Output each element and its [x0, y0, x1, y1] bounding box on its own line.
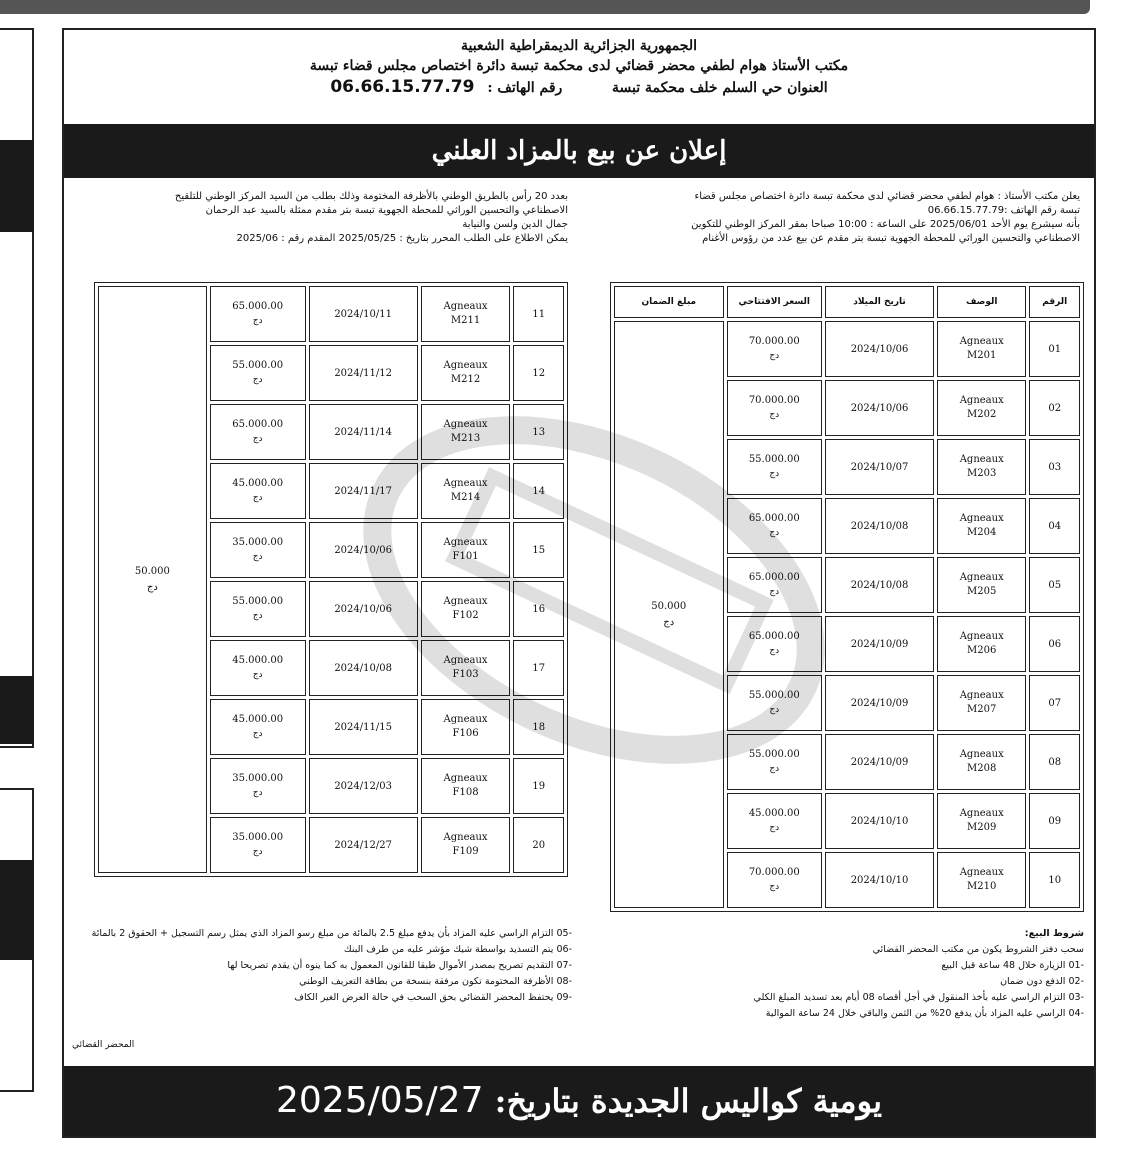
lot-code: M211: [450, 315, 481, 326]
price-value: 45.000.00: [748, 808, 800, 819]
neighbor-dark-band-3: [0, 860, 34, 960]
price-value: 35.000.00: [232, 773, 284, 784]
lot-opening-price: [727, 793, 822, 849]
condition-item: -02 الدفع دون ضمان: [1000, 976, 1084, 987]
lot-opening-price: [210, 522, 306, 578]
price-currency: دج: [252, 670, 263, 680]
price-currency: دج: [252, 788, 263, 798]
lot-birth-date: 2024/10/09: [825, 675, 934, 731]
lot-description: [421, 286, 511, 342]
guarantee-currency: دج: [663, 616, 675, 628]
price-currency: دج: [252, 316, 263, 326]
lot-opening-price: [727, 557, 822, 613]
price-currency: دج: [252, 552, 263, 562]
price-currency: دج: [252, 729, 263, 739]
price-value: 65.000.00: [232, 301, 284, 312]
lot-opening-price: [210, 817, 306, 873]
neighbor-dark-band: [0, 140, 34, 232]
col-number-header: الرقم: [1029, 286, 1080, 318]
lot-number: 05: [1029, 557, 1080, 613]
lot-birth-date: 2024/10/06: [309, 522, 418, 578]
neighbor-dark-band-2: [0, 676, 34, 744]
price-value: 55.000.00: [748, 749, 800, 760]
table-row: [614, 321, 1080, 377]
lot-birth-date: 2024/10/11: [309, 286, 418, 342]
lot-opening-price: [210, 699, 306, 755]
lot-number: 18: [513, 699, 564, 755]
price-value: 55.000.00: [232, 596, 284, 607]
lot-description: [421, 522, 511, 578]
lot-birth-date: 2024/10/08: [825, 498, 934, 554]
lot-code: M212: [450, 374, 481, 385]
condition-item: -07 التقديم تصريح بمصدر الأموال طبقا للقانون المعمول به كما ينوه أن يقدم تصريحا لها: [227, 960, 572, 971]
conditions-right: [584, 926, 1084, 1022]
footer-label: يومية كواليس الجديدة بتاريخ:: [494, 1082, 882, 1120]
price-value: 70.000.00: [748, 336, 800, 347]
guarantee-currency: دج: [146, 581, 158, 593]
intro-line: تبسة رقم الهاتف :06.66.15.77.79: [927, 205, 1080, 216]
lot-description: [421, 345, 511, 401]
condition-item: -03 التزام الراسي عليه بأخذ المنقول في أجل أقصاه 08 أيام بعد تسديد المبلغ الكلي: [753, 992, 1084, 1003]
lot-number: 01: [1029, 321, 1080, 377]
price-currency: دج: [769, 882, 780, 892]
neighbor-column: [0, 28, 36, 1156]
lot-birth-date: 2024/10/08: [825, 557, 934, 613]
price-currency: دج: [769, 705, 780, 715]
neighbor-box-top: [0, 28, 34, 748]
lot-code: M208: [967, 763, 997, 774]
lot-description: [421, 463, 511, 519]
guarantee-amount: 50.000: [651, 600, 687, 612]
price-value: 55.000.00: [748, 454, 800, 465]
banner-title: إعلان عن بيع بالمزاد العلني: [64, 124, 1094, 178]
lot-type: Agneaux: [443, 419, 488, 430]
lot-birth-date: 2024/10/09: [825, 616, 934, 672]
lot-code: M201: [967, 350, 997, 361]
lot-number: 17: [513, 640, 564, 696]
lot-description: [421, 817, 511, 873]
lot-code: M209: [967, 822, 997, 833]
lot-birth-date: 2024/12/27: [309, 817, 418, 873]
lot-opening-price: [210, 345, 306, 401]
lot-opening-price: [727, 616, 822, 672]
lot-birth-date: 2024/10/09: [825, 734, 934, 790]
price-currency: دج: [252, 611, 263, 621]
lots-table-left: [94, 282, 568, 877]
price-currency: دج: [769, 646, 780, 656]
lot-type: Agneaux: [443, 301, 488, 312]
lot-description: [937, 852, 1026, 908]
lot-birth-date: 2024/10/10: [825, 793, 934, 849]
price-value: 55.000.00: [232, 360, 284, 371]
lot-birth-date: 2024/10/06: [309, 581, 418, 637]
lot-description: [421, 699, 511, 755]
lot-type: Agneaux: [443, 478, 488, 489]
intro-right: [610, 190, 1080, 246]
table-row: [98, 286, 564, 342]
phone-number: 06.66.15.77.79: [330, 77, 475, 97]
lot-opening-price: [727, 380, 822, 436]
lot-number: 10: [1029, 852, 1080, 908]
lot-opening-price: [727, 852, 822, 908]
lot-opening-price: [210, 463, 306, 519]
lot-number: 16: [513, 581, 564, 637]
lot-type: Agneaux: [443, 773, 488, 784]
price-value: 55.000.00: [748, 690, 800, 701]
lot-opening-price: [210, 404, 306, 460]
lot-type: Agneaux: [959, 454, 1004, 465]
lot-code: F109: [452, 846, 479, 857]
condition-item: -04 الراسي عليه المزاد بأن يدفع 20% من الثمن والباقي خلال 24 ساعة الموالية: [765, 1008, 1084, 1019]
price-value: 70.000.00: [748, 867, 800, 878]
lot-type: Agneaux: [959, 867, 1004, 878]
lot-number: 14: [513, 463, 564, 519]
lot-type: Agneaux: [443, 832, 488, 843]
intro-left: [82, 190, 568, 246]
lot-number: 19: [513, 758, 564, 814]
lot-opening-price: [210, 581, 306, 637]
price-currency: دج: [252, 847, 263, 857]
lot-number: 12: [513, 345, 564, 401]
footer-date: 2025/05/27: [275, 1080, 484, 1121]
lot-opening-price: [210, 640, 306, 696]
lot-opening-price: [210, 286, 306, 342]
lot-type: Agneaux: [959, 395, 1004, 406]
lot-number: 02: [1029, 380, 1080, 436]
lot-type: Agneaux: [959, 336, 1004, 347]
lot-number: 03: [1029, 439, 1080, 495]
lot-description: [937, 793, 1026, 849]
price-currency: دج: [769, 351, 780, 361]
lot-opening-price: [727, 734, 822, 790]
intro-line: الاصطناعي والتحسين الوراثي للمحطة الجهوية تبسة بتر مقدم عن بيع عدد من رؤوس الأغنام: [702, 233, 1080, 244]
lot-number: 08: [1029, 734, 1080, 790]
price-value: 65.000.00: [748, 572, 800, 583]
lot-birth-date: 2024/10/06: [825, 380, 934, 436]
intro-line: يعلن مكتب الأستاذ : هوام لطفي محضر قضائي لدى محكمة تبسة دائرة اختصاص مجلس قضاء: [694, 191, 1080, 202]
col-guarantee-header: مبلغ الضمان: [614, 286, 724, 318]
conditions-left: [72, 926, 572, 1006]
lot-code: F108: [452, 787, 479, 798]
condition-item: -06 يتم التسديد بواسطة شيك مؤشر عليه من طرف البنك: [343, 944, 572, 955]
intro-line: يمكن الاطلاع على الطلب المحرر بتاريخ : 2025/05/25 المقدم رقم : 2025/06: [236, 233, 568, 244]
lot-number: 07: [1029, 675, 1080, 731]
lot-code: M202: [967, 409, 997, 420]
lot-birth-date: 2024/12/03: [309, 758, 418, 814]
price-currency: دج: [769, 587, 780, 597]
address-text: العنوان حي السلم خلف محكمة تبسة: [612, 80, 828, 96]
price-currency: دج: [769, 764, 780, 774]
lot-description: [937, 380, 1026, 436]
lot-code: M203: [967, 468, 997, 479]
lot-code: M214: [450, 492, 481, 503]
address-line: [64, 76, 1094, 99]
lot-type: Agneaux: [443, 596, 488, 607]
condition-item: سحب دفتر الشروط يكون من مكتب المحضر القضائي: [872, 944, 1084, 955]
lot-description: [937, 439, 1026, 495]
col-description-header: الوصف: [937, 286, 1026, 318]
lot-opening-price: [727, 498, 822, 554]
conditions-title: شروط البيع:: [1024, 928, 1084, 939]
condition-item: -05 التزام الراسي عليه المزاد بأن يدفع مبلغ 2.5 بالمائة من مبلغ رسو المزاد الذي يمثل رسم التسجيل + الحقوق 2 بالمائة: [91, 928, 572, 939]
lot-code: M207: [967, 704, 997, 715]
notice-header: [64, 36, 1094, 99]
condition-item: -01 الزيارة خلال 48 ساعة قبل البيع: [941, 960, 1084, 971]
price-value: 45.000.00: [232, 478, 284, 489]
lot-code: M206: [967, 645, 997, 656]
lot-code: F102: [452, 610, 479, 621]
price-value: 35.000.00: [232, 832, 284, 843]
lot-type: Agneaux: [959, 808, 1004, 819]
lot-number: 15: [513, 522, 564, 578]
lot-number: 09: [1029, 793, 1080, 849]
lot-type: Agneaux: [443, 537, 488, 548]
lot-birth-date: 2024/11/12: [309, 345, 418, 401]
lot-type: Agneaux: [959, 513, 1004, 524]
condition-item: -09 يحتفظ المحضر القضائي بحق السحب في حالة العرض الغير الكاف: [294, 992, 572, 1003]
lot-code: M204: [967, 527, 997, 538]
col-opening-price-header: السعر الافتتاحي: [727, 286, 822, 318]
guarantee-cell: [98, 286, 207, 873]
lot-birth-date: 2024/11/15: [309, 699, 418, 755]
lot-birth-date: 2024/10/10: [825, 852, 934, 908]
lot-opening-price: [727, 675, 822, 731]
phone-label: رقم الهاتف :: [487, 80, 563, 96]
lot-number: 04: [1029, 498, 1080, 554]
lot-code: M213: [450, 433, 481, 444]
lot-birth-date: 2024/10/08: [309, 640, 418, 696]
lot-description: [937, 557, 1026, 613]
lot-description: [421, 640, 511, 696]
lot-number: 13: [513, 404, 564, 460]
lot-opening-price: [210, 758, 306, 814]
lot-code: M205: [967, 586, 997, 597]
price-value: 65.000.00: [748, 513, 800, 524]
table-header-row: [614, 286, 1080, 318]
guarantee-amount: 50.000: [134, 565, 170, 577]
lot-description: [937, 734, 1026, 790]
lot-type: Agneaux: [959, 572, 1004, 583]
lot-code: M210: [967, 881, 997, 892]
lot-code: F103: [452, 669, 479, 680]
col-birth-date-header: تاريخ الميلاد: [825, 286, 934, 318]
page-top-bar: [0, 0, 1090, 14]
lot-number: 06: [1029, 616, 1080, 672]
guarantee-cell: [614, 321, 724, 908]
lot-code: F106: [452, 728, 479, 739]
lot-description: [421, 404, 511, 460]
price-value: 65.000.00: [232, 419, 284, 430]
intro-line: بعدد 20 رأس بالطريق الوطني بالأظرفة المختومة وذلك بطلب من السيد المركز الوطني للتلقيح: [174, 191, 568, 202]
price-currency: دج: [252, 434, 263, 444]
lot-number: 11: [513, 286, 564, 342]
publication-footer: [64, 1066, 1094, 1136]
lot-description: [937, 321, 1026, 377]
condition-item: -08 الأظرفة المختومة تكون مرفقة بنسخة من بطاقة التعريف الوطني: [299, 976, 572, 987]
price-value: 45.000.00: [232, 714, 284, 725]
lot-description: [937, 616, 1026, 672]
price-currency: دج: [769, 823, 780, 833]
lot-birth-date: 2024/10/07: [825, 439, 934, 495]
price-value: 45.000.00: [232, 655, 284, 666]
lot-birth-date: 2024/10/06: [825, 321, 934, 377]
intro-line: بأنه سيشرع يوم الأحد 2025/06/01 على الساعة : 10:00 صباحا بمقر المركز الوطني للتكوين: [691, 219, 1080, 230]
intro-line: الاصطناعي والتحسين الوراثي للمحطة الجهوية تبسة بتر مقدم ممثلة بالسيد عبد الرحمان: [205, 205, 568, 216]
lot-number: 20: [513, 817, 564, 873]
lot-type: Agneaux: [443, 655, 488, 666]
lot-code: F101: [452, 551, 479, 562]
price-currency: دج: [769, 410, 780, 420]
price-currency: دج: [769, 469, 780, 479]
lot-birth-date: 2024/11/14: [309, 404, 418, 460]
price-value: 70.000.00: [748, 395, 800, 406]
lot-description: [937, 675, 1026, 731]
lot-opening-price: [727, 321, 822, 377]
price-value: 35.000.00: [232, 537, 284, 548]
price-currency: دج: [769, 528, 780, 538]
lot-opening-price: [727, 439, 822, 495]
lot-description: [421, 581, 511, 637]
lot-type: Agneaux: [443, 714, 488, 725]
price-currency: دج: [252, 375, 263, 385]
auction-notice-panel: [62, 28, 1096, 1138]
lot-birth-date: 2024/11/17: [309, 463, 418, 519]
republic-title: الجمهورية الجزائرية الديمقراطية الشعبية: [460, 38, 697, 54]
lot-type: Agneaux: [959, 631, 1004, 642]
lot-type: Agneaux: [959, 749, 1004, 760]
price-value: 65.000.00: [748, 631, 800, 642]
price-currency: دج: [252, 493, 263, 503]
lot-description: [937, 498, 1026, 554]
bailiff-signature: المحضر القضائي: [72, 1040, 135, 1050]
lot-description: [421, 758, 511, 814]
lot-type: Agneaux: [959, 690, 1004, 701]
lot-type: Agneaux: [443, 360, 488, 371]
office-title: مكتب الأستاذ هوام لطفي محضر قضائي لدى محكمة تبسة دائرة اختصاص مجلس قضاء تبسة: [309, 58, 849, 74]
lots-table-right: [610, 282, 1084, 912]
intro-line: جمال الدين ولسن والنيابة: [462, 219, 568, 230]
